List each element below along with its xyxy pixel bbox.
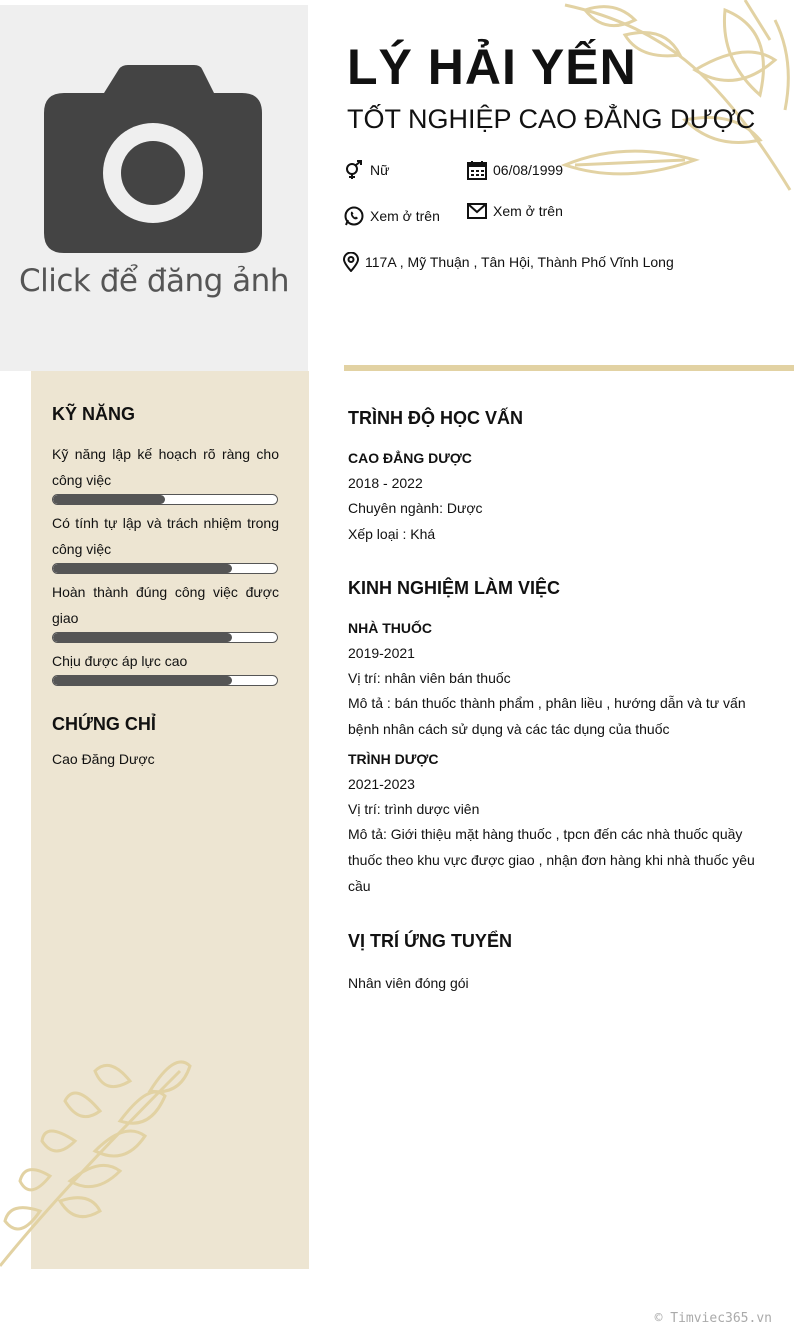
skill-bar-fill [53,676,232,685]
education-title: TRÌNH ĐỘ HỌC VẤN [348,408,523,428]
skill-name: Có tính tự lập và trách nhiệm trong công việc [52,515,279,557]
upload-photo-label: Click để đăng ảnh [19,263,289,299]
full-name: LÝ HẢI YẾN [347,39,637,95]
certificate-item: Cao Đăng Dược [52,751,155,767]
email-info [467,203,563,219]
leaf-decoration-top [545,0,795,200]
skill-item [52,648,279,686]
sidebar [31,371,309,1269]
skill-bar [52,494,278,505]
job-description: Mô tả : bán thuốc thành phẩm , phân liều , hướng dẫn và tư vấn bệnh nhân cách sử dụng và các tác dụng của thuốc [348,695,746,737]
objective-title: VỊ TRÍ ỨNG TUYỂN [348,931,512,951]
skill-bar-fill [53,564,232,573]
skill-name: Chịu được áp lực cao [52,653,188,669]
address-value: 117A , Mỹ Thuận , Tân Hội, Thành Phố Vĩnh Long [365,254,674,270]
address-info [343,252,674,272]
job-title: TỐT NGHIỆP CAO ĐẲNG DƯỢC [347,104,756,134]
job-years: 2021-2023 [348,776,415,792]
job-position: Vị trí: nhân viên bán thuốc [348,670,511,686]
job-company: TRÌNH DƯỢC [348,751,439,767]
camera-icon [44,63,262,255]
education-major: Chuyên ngành: Dược [348,500,483,516]
skill-item [52,510,279,574]
skill-bar-fill [53,633,232,642]
education-school: CAO ĐẲNG DƯỢC [348,450,472,466]
certificates-title: CHỨNG CHỈ [52,714,156,734]
education-rank: Xếp loại : Khá [348,526,436,542]
skill-bar-fill [53,495,165,504]
phone-value: Xem ở trên [370,208,440,224]
skill-name: Hoàn thành đúng công việc được giao [52,584,279,626]
skill-bar [52,563,278,574]
skill-bar [52,632,278,643]
divider [344,365,794,371]
skill-name: Kỹ năng lập kế hoạch rõ ràng cho công việc [52,446,279,488]
birthday-value: 06/08/1999 [493,162,564,178]
phone-info [344,206,440,226]
education-years: 2018 - 2022 [348,475,423,491]
job-years: 2019-2021 [348,645,415,661]
job-description: Mô tả: Giới thiệu mặt hàng thuốc , tpcn đến các nhà thuốc quầy thuốc theo khu vực được giao , nhận đơn hàng khi nhà thuốc yêu cầu [348,826,755,894]
objective-text: Nhân viên đóng gói [348,975,469,991]
calendar-icon [467,160,487,180]
birthday-info [467,160,563,180]
job-position: Vị trí: trình dược viên [348,801,480,817]
job-company: NHÀ THUỐC [348,620,432,636]
skill-item [52,579,279,643]
leaf-decoration-bottom [0,1051,200,1271]
gender-info [344,160,389,180]
phone-icon [344,206,364,226]
skill-item [52,441,279,505]
skill-bar [52,675,278,686]
email-icon [467,203,487,219]
gender-value: Nữ [370,162,390,178]
avatar-upload[interactable] [0,5,308,371]
skills-title: KỸ NĂNG [52,404,136,424]
footer-watermark: © Timviec365.vn [654,1311,772,1326]
experience-title: KINH NGHIỆM LÀM VIỆC [348,578,561,598]
map-pin-icon [343,252,359,272]
gender-icon [344,160,364,180]
email-value: Xem ở trên [493,203,563,219]
